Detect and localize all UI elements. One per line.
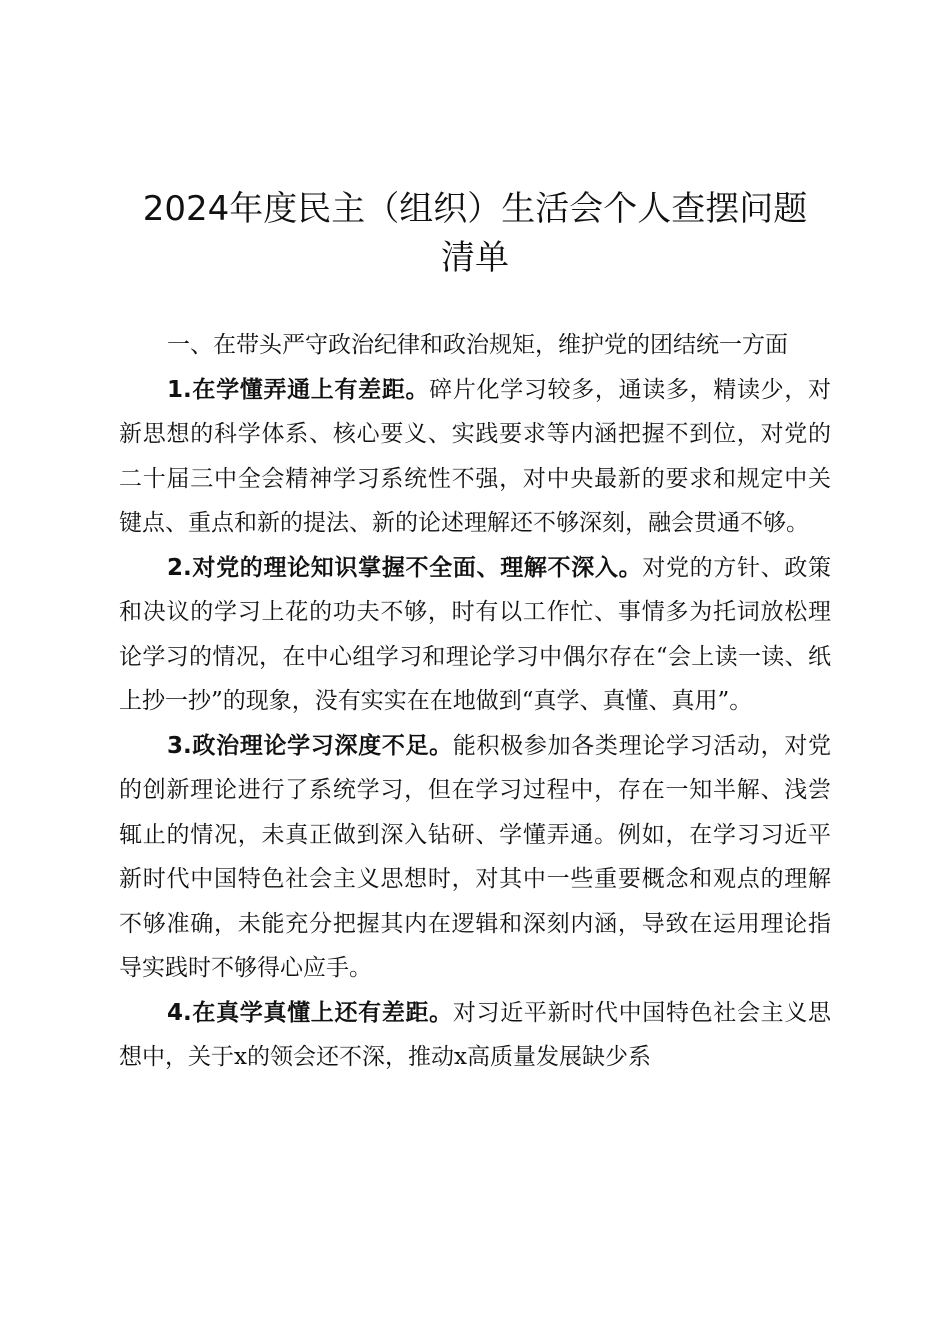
item-text: 能积极参加各类理论学习活动，对党的创新理论进行了系统学习，但在学习过程中，存在一知半解、浅尝辄止的情况，未真正做到深入钻研、学懂弄通。例如，在学习习近平新时代中国特色社会主义思想时，对其中一些重要概念和观点的理解不够准确，未能充分把握其内在逻辑和深刻内涵，导致在运用理论指导实践时不够得心应手。 bbox=[119, 732, 831, 981]
item-text: 对习近平新时代中国特色社会主义思想中，关于x的领会还不深，推动x高质量发展缺少系 bbox=[119, 999, 831, 1070]
list-item bbox=[119, 368, 831, 546]
item-lead: 2.对党的理论知识掌握不全面、理解不深入。 bbox=[167, 554, 643, 581]
item-lead: 4.在真学真懂上还有差距。 bbox=[167, 999, 453, 1026]
list-item bbox=[119, 724, 831, 991]
item-lead: 1.在学懂弄通上有差距。 bbox=[167, 376, 430, 403]
document-body bbox=[119, 323, 831, 1080]
list-item bbox=[119, 991, 831, 1080]
document-title-line-2: 清单 bbox=[441, 238, 509, 278]
section-heading: 一、在带头严守政治纪律和政治规矩，维护党的团结统一方面 bbox=[167, 332, 788, 358]
item-lead: 3.政治理论学习深度不足。 bbox=[167, 732, 453, 759]
item-text: 对党的方针、政策和决议的学习上花的功夫不够，时有以工作忙、事情多为托词放松理论学习的情况，在中心组学习和理论学习中偶尔存在“会上读一读、纸上抄一抄”的现象，没有实实在在地做到“真学、真懂、真用”。 bbox=[119, 554, 831, 714]
item-text: 碎片化学习较多，通读多，精读少，对新思想的科学体系、核心要义、实践要求等内涵把握不到位，对党的二十届三中全会精神学习系统性不强，对中央最新的要求和规定中关键点、重点和新的提法、新的论述理解还不够深刻，融会贯通不够。 bbox=[119, 376, 832, 536]
document-title-line-1: 2024年度民主（组织）生活会个人查摆问题 bbox=[142, 189, 808, 229]
list-item bbox=[119, 546, 831, 724]
